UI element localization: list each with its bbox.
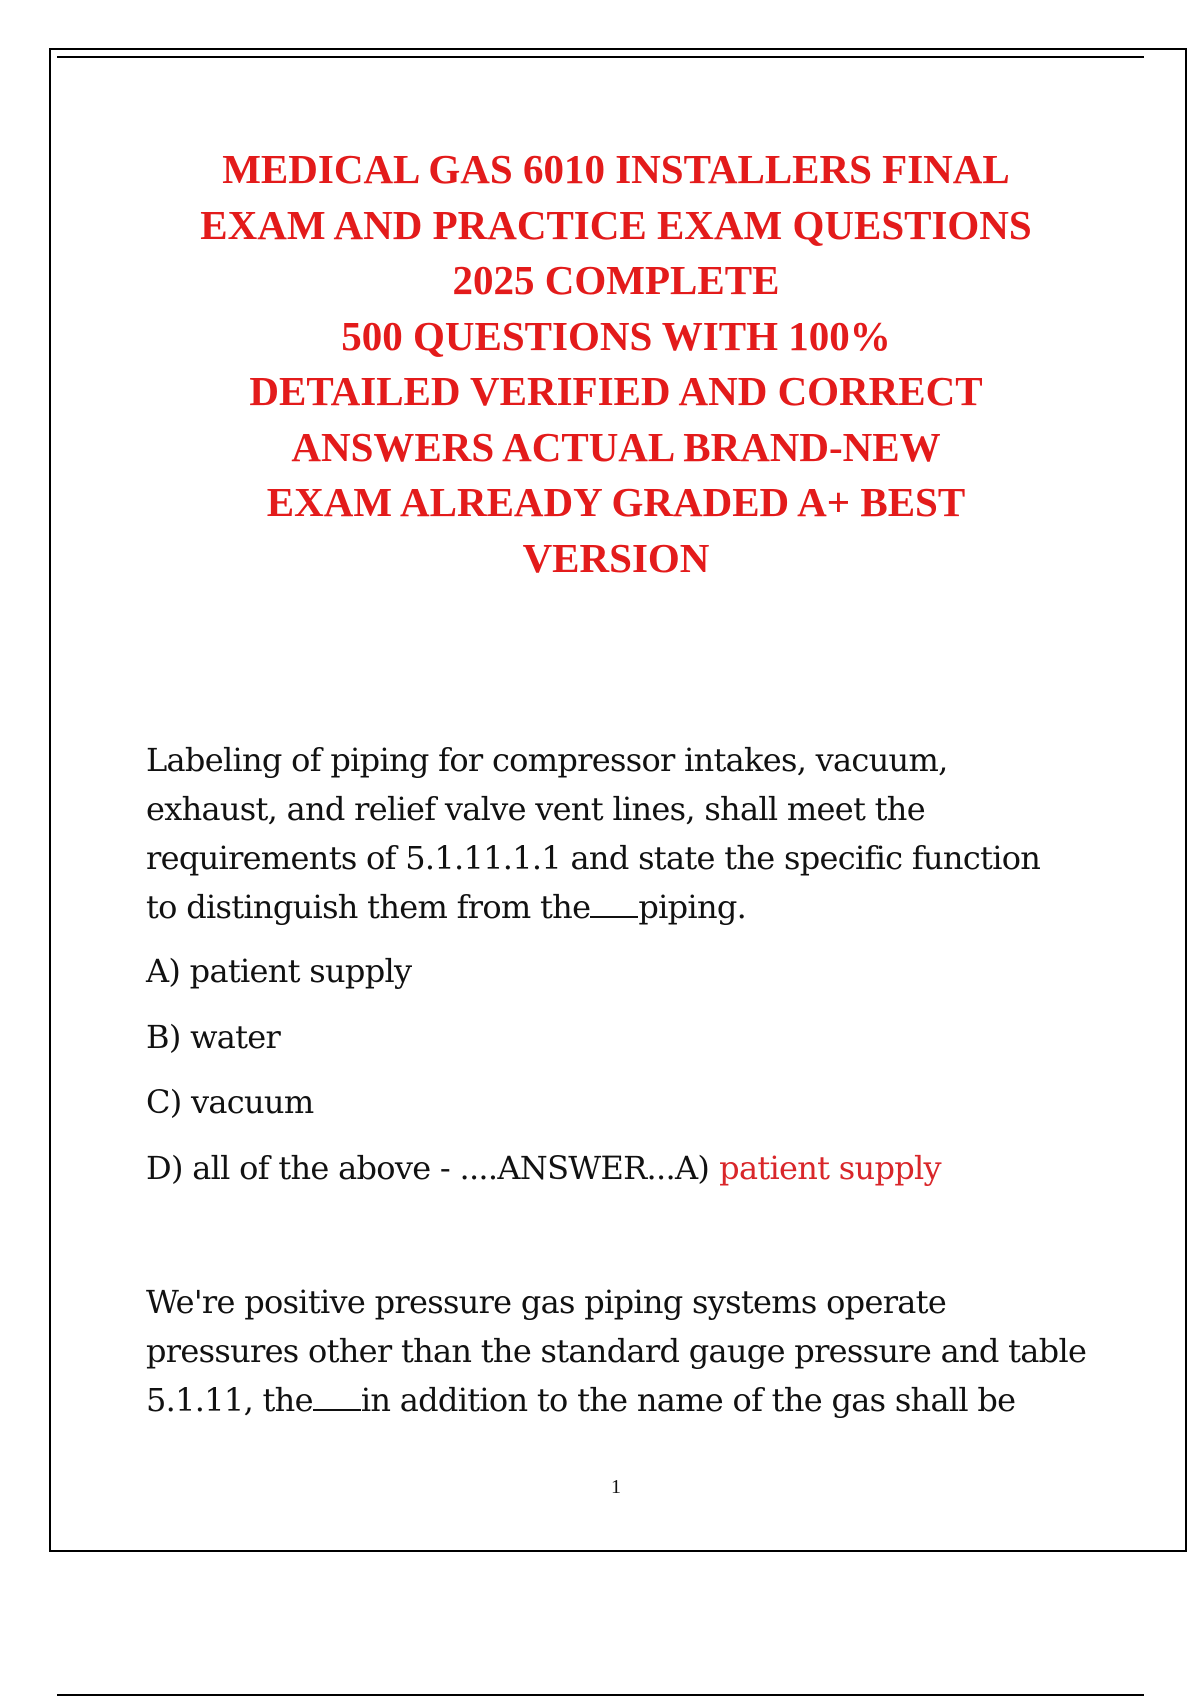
question-2-text — [146, 1278, 1106, 1425]
question-line: exhaust, and relief valve vent lines, shall meet the — [146, 790, 925, 828]
title-line: 500 QUESTIONS WITH 100% — [341, 312, 891, 359]
question-line: pressures other than the standard gauge pressure and table — [146, 1332, 1087, 1370]
title-line: MEDICAL GAS 6010 INSTALLERS FINAL — [222, 146, 1010, 192]
question-line-end: in addition to the name of the gas shall be — [360, 1381, 1016, 1419]
page-number: 1 — [611, 1476, 621, 1498]
option-b: B) water — [146, 1018, 281, 1056]
option-c: C) vacuum — [146, 1083, 314, 1121]
question-line — [146, 883, 1106, 932]
question-line: We're positive pressure gas piping systems operate — [146, 1283, 947, 1321]
question-line-start: to distinguish them from the — [146, 888, 591, 926]
fill-in-blank — [313, 1383, 361, 1411]
answer-text: patient supply — [719, 1149, 941, 1187]
title-line: VERSION — [522, 534, 710, 581]
option-d-with-answer — [146, 1149, 941, 1187]
question-line: Labeling of piping for compressor intakes, vacuum, — [146, 741, 948, 779]
fill-in-blank — [590, 890, 638, 918]
top-rule — [57, 56, 1144, 58]
document-title — [110, 142, 1122, 586]
title-line: ANSWERS ACTUAL BRAND-NEW — [291, 423, 941, 470]
option-a: A) patient supply — [146, 952, 412, 990]
title-line: EXAM ALREADY GRADED A+ BEST — [266, 479, 966, 525]
option-d-text: D) all of the above - ....ANSWER...A) — [146, 1149, 710, 1187]
question-line-start: 5.1.11, the — [146, 1381, 313, 1419]
bottom-rule — [57, 1694, 1144, 1696]
title-line: 2025 COMPLETE — [452, 257, 780, 303]
question-line-end: piping. — [638, 888, 747, 926]
question-1-text — [146, 736, 1106, 932]
title-line: DETAILED VERIFIED AND CORRECT — [249, 368, 983, 414]
question-line: requirements of 5.1.11.1.1 and state the specific function — [146, 839, 1041, 877]
question-line — [146, 1376, 1106, 1425]
title-line: EXAM AND PRACTICE EXAM QUESTIONS — [200, 201, 1032, 248]
